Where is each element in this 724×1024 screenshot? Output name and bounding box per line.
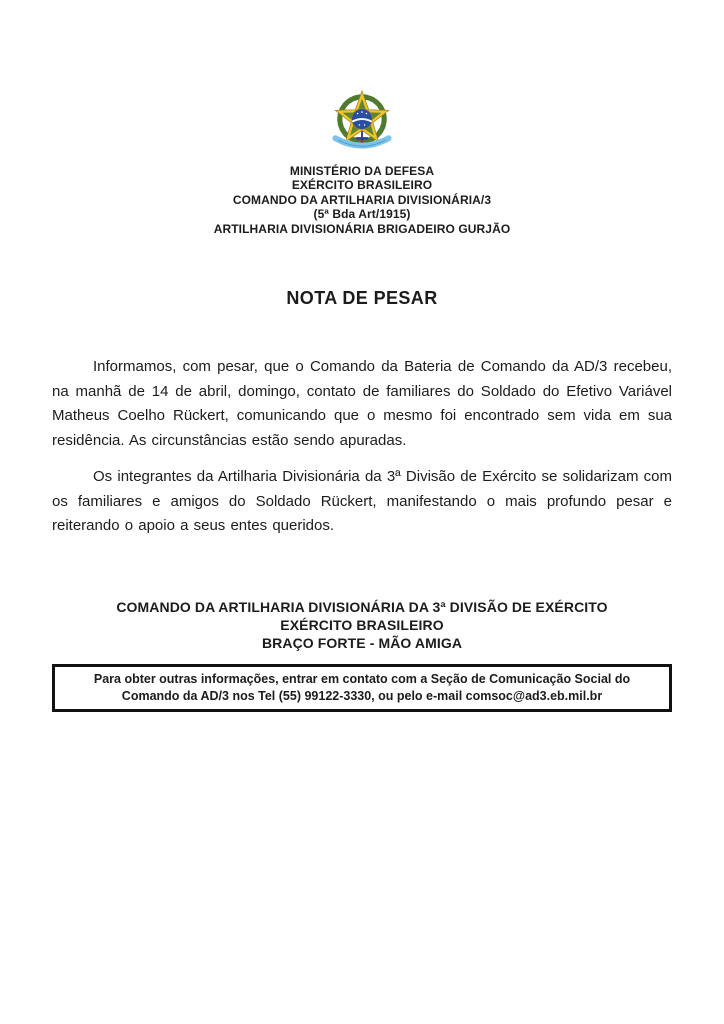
letterhead [0,164,724,236]
signature-line-motto: BRAÇO FORTE - MÃO AMIGA [261,634,463,651]
signature-line-command: COMANDO DA ARTILHARIA DIVISIONÁRIA DA 3ª DIVISÃO DE EXÉRCITO [116,598,608,615]
signature-line-army: EXÉRCITO BRASILEIRO [280,616,444,633]
paragraph-announcement: Informamos, com pesar, que o Comando da Bateria de Comando da AD/3 recebeu, na manhã de 14 de abril, domingo, contato de familiares do Soldado do Efetivo Variável Matheus Coelho Rückert, comunicando que o mesmo foi encontrado sem vida em sua residência. As circunstâncias estão sendo apuradas. [52,358,672,449]
letterhead-line-brigade: (5ª Bda Art/1915) [313,207,411,222]
brazil-coat-of-arms-icon [325,88,399,156]
letterhead-line-ministry: MINISTÉRIO DA DEFESA [289,164,435,178]
paragraph-condolences: Os integrantes da Artilharia Divisionária da 3ª Divisão de Exército se solidarizam com os familiares e amigos do Soldado Rückert, manifestando o mais profundo pesar e reiterando o apoio a seus entes queridos. [52,468,672,535]
signature-block [0,598,724,653]
letterhead-line-army: EXÉRCITO BRASILEIRO [291,178,433,193]
contact-box-text: Para obter outras informações, entrar em contato com a Seção de Comunicação Social do Comando da AD/3 nos Tel (55) 99122-3330, ou pelo e-mail comsoc@ad3.eb.mil.br [93,672,631,703]
contact-box [52,664,672,712]
letterhead-line-command: COMANDO DA ARTILHARIA DIVISIONÁRIA/3 [232,192,492,207]
body-text [52,355,672,539]
document-title: NOTA DE PESAR [286,288,438,309]
letterhead-line-division: ARTILHARIA DIVISIONÁRIA BRIGADEIRO GURJÃO [213,221,511,236]
